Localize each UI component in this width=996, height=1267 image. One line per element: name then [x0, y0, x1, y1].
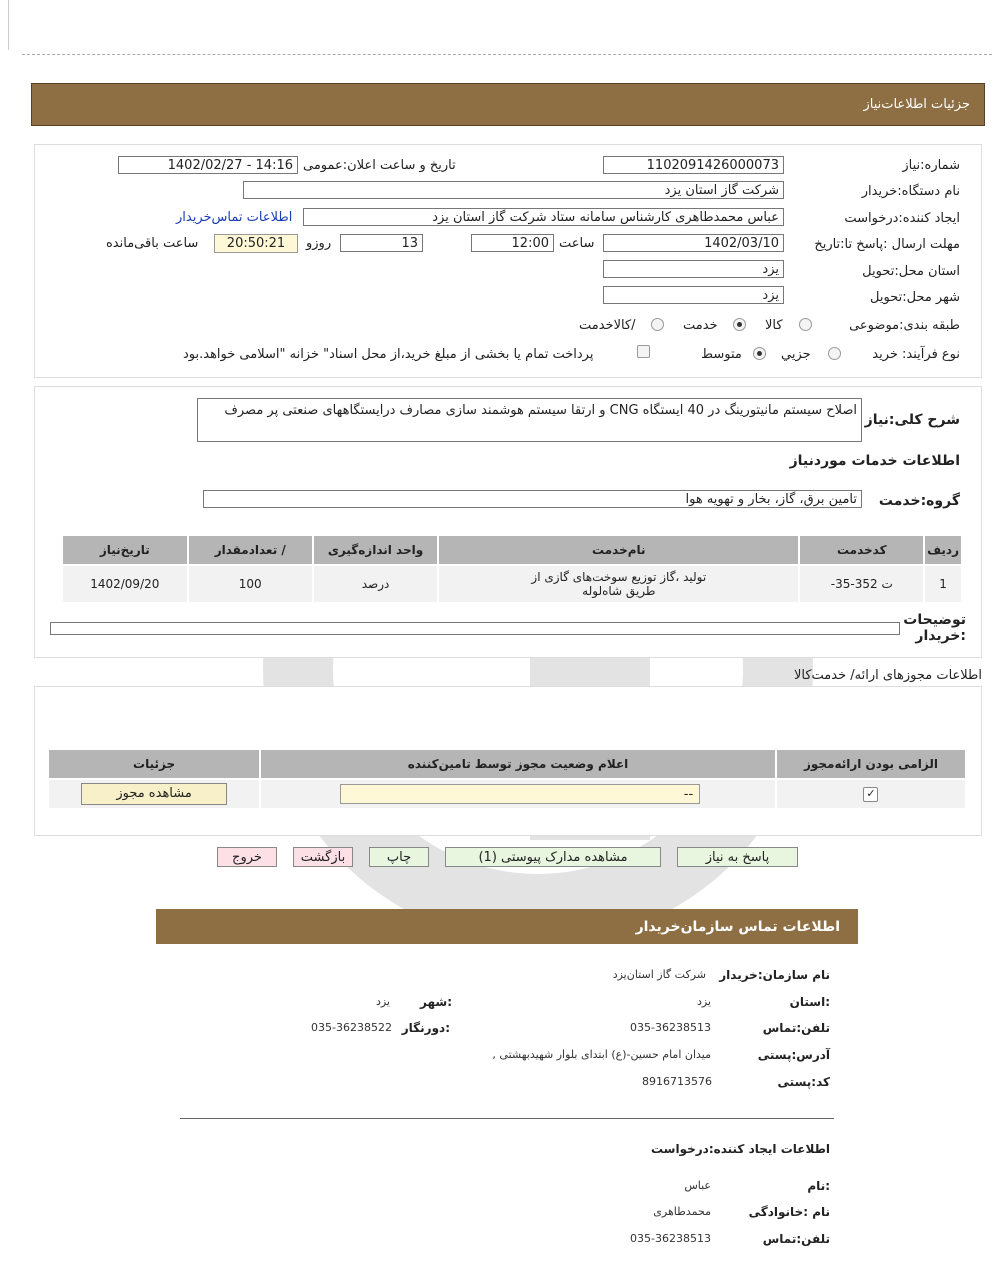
cell-qty: 100 — [188, 565, 313, 603]
summary-label: شرح کلی:نیاز — [864, 412, 960, 428]
page-title: جزئیات اطلاعات‌نیاز — [863, 97, 970, 112]
view-permit-button[interactable]: مشاهده مجوز — [81, 783, 227, 805]
fax-label: :دورنگار — [401, 1021, 450, 1035]
deadline-date-field[interactable]: 1402/03/10 — [603, 234, 784, 252]
service-group-field[interactable]: تامین برق، گاز، بخار و تهویه هوا — [203, 490, 862, 508]
creator-field[interactable]: عباس محمدطاهری کارشناس سامانه ستاد شرکت گاز استان یزد — [303, 208, 784, 226]
permits-header — [48, 749, 966, 779]
page-header — [31, 83, 985, 126]
deadline-label: مهلت ارسال :پاسخ تا:تاریخ — [814, 237, 960, 252]
services-title: اطلاعات خدمات موردنیاز — [789, 453, 960, 469]
radio-goods-service[interactable] — [651, 318, 664, 331]
city-field[interactable]: یزد — [603, 286, 784, 304]
days-label: روزو — [306, 236, 332, 251]
postal-value: 8916713576 — [642, 1075, 712, 1088]
top-divider — [22, 54, 992, 55]
service-group-label: گروه:خدمت — [878, 493, 960, 509]
deadline-time-label: ساعت — [559, 236, 595, 251]
province-field[interactable]: یزد — [603, 260, 784, 278]
col-row: ردیف — [924, 535, 962, 565]
table-row — [62, 565, 962, 603]
remaining-label: ساعت باقی‌مانده — [106, 236, 199, 251]
name-value: عباس — [684, 1179, 711, 1192]
buyer-notes-field[interactable] — [50, 622, 900, 635]
radio-medium-label: متوسط — [701, 347, 742, 362]
cell-name: تولید ،گاز توزیع سوخت‌های گازی از طریق شاه‌لوله — [438, 565, 799, 603]
back-button[interactable]: بازگشت — [293, 847, 353, 867]
province-label-contact: :استان — [789, 995, 830, 1009]
col-qty: / تعدادمقدار — [188, 535, 313, 565]
print-button[interactable]: چاپ — [369, 847, 429, 867]
buyer-org-field[interactable]: شرکت گاز استان یزد — [243, 181, 784, 199]
col-required: الزامی بودن ارائه‌مجوز — [776, 749, 966, 779]
name-label: :نام — [807, 1179, 830, 1193]
org-label: نام سازمان:خریدار — [719, 968, 830, 982]
announce-field[interactable]: 1402/02/27 - 14:16 — [118, 156, 298, 174]
radio-goods-service-label: /کالاخدمت — [579, 318, 636, 333]
attachments-button[interactable]: مشاهده مدارک پیوستی (1) — [445, 847, 661, 867]
city-label-contact: :شهر — [420, 995, 452, 1009]
phone-value: 035-36238513 — [630, 1021, 711, 1034]
need-info-panel — [34, 144, 982, 378]
remaining-time-box: 20:50:21 — [214, 234, 298, 253]
creator-label: ایجاد کننده:درخواست — [844, 211, 960, 226]
need-number-field[interactable]: 1102091426000073 — [603, 156, 784, 174]
family-label: نام :خانوادگی — [748, 1205, 830, 1219]
cell-row: 1 — [924, 565, 962, 603]
page-edge-line — [8, 0, 9, 50]
fax-value: 035-36238522 — [311, 1021, 392, 1034]
radio-medium[interactable] — [753, 347, 766, 360]
cell-required — [776, 779, 966, 809]
table-row — [48, 779, 966, 809]
process-label: نوع فرآیند: خرید — [872, 347, 960, 362]
cell-status — [260, 779, 776, 809]
buyer-org-label: نام دستگاه:خریدار — [861, 184, 960, 199]
radio-service[interactable] — [733, 318, 746, 331]
service-table-header — [62, 535, 962, 565]
col-unit: واحد اندازه‌گیری — [313, 535, 438, 565]
contact-title: اطلاعات تماس سازمان‌خریدار — [635, 919, 840, 935]
payment-checkbox[interactable] — [637, 345, 650, 358]
permits-table — [47, 748, 967, 810]
buyer-notes-label: توضیحات :خریدار — [903, 612, 966, 644]
reply-button[interactable]: پاسخ به نیاز — [677, 847, 798, 867]
category-label: طبقه بندی:موضوعی — [849, 318, 960, 333]
status-field[interactable]: -- — [340, 784, 700, 804]
province-label: استان محل:تحویل — [862, 264, 960, 279]
permits-title: اطلاعات مجوزهای ارائه/ خدمت‌کالا — [793, 668, 982, 683]
summary-text[interactable]: اصلاح سیستم مانیتورینگ در 40 ایستگاه CNG و ارتقا سیستم هوشمند سازی مصارف درایستگاههای صنعتی پر مصرف — [197, 398, 862, 442]
col-status: اعلام وضعیت مجوز توسط تامین‌کننده — [260, 749, 776, 779]
radio-goods-label: کالا — [765, 318, 783, 333]
need-number-label: شماره:نیاز — [902, 158, 960, 173]
col-details: جزئیات — [48, 749, 260, 779]
cell-code: ت 352-35- — [799, 565, 924, 603]
payment-note: پرداخت تمام یا بخشی از مبلغ خرید،از محل اسناد" خزانه "اسلامی خواهد.بود — [183, 347, 594, 362]
contact-header — [156, 909, 858, 944]
cell-unit: درصد — [313, 565, 438, 603]
creator-phone-label: تلفن:تماس — [762, 1232, 830, 1246]
phone-label: تلفن:تماس — [762, 1021, 830, 1035]
contact-divider — [180, 1118, 834, 1119]
creator-title: اطلاعات ایجاد کننده:درخواست — [650, 1142, 830, 1156]
deadline-time-field[interactable]: 12:00 — [471, 234, 554, 252]
cell-date: 1402/09/20 — [62, 565, 188, 603]
days-field[interactable]: 13 — [340, 234, 423, 252]
province-value-contact: یزد — [696, 995, 711, 1008]
creator-phone-value: 035-36238513 — [630, 1232, 711, 1245]
city-value-contact: یزد — [375, 995, 390, 1008]
buyer-contact-link[interactable]: اطلاعات تماس‌خریدار — [176, 210, 293, 225]
cell-details — [48, 779, 260, 809]
exit-button[interactable]: خروج — [217, 847, 277, 867]
announce-label: تاریخ و ساعت اعلان:عمومی — [303, 158, 456, 173]
col-date: تاریخ‌نیاز — [62, 535, 188, 565]
radio-goods[interactable] — [799, 318, 812, 331]
org-value: شرکت گاز استان‌یزد — [612, 968, 706, 981]
radio-partial[interactable] — [828, 347, 841, 360]
service-table — [61, 534, 963, 604]
col-name: نام‌خدمت — [438, 535, 799, 565]
address-value: میدان امام حسین-(ع) ابتدای بلوار شهیدبهشتی , — [492, 1048, 711, 1061]
col-code: کدخدمت — [799, 535, 924, 565]
radio-partial-label: جزیي — [781, 347, 811, 362]
required-checkbox[interactable]: ✓ — [863, 787, 878, 802]
family-value: محمدطاهری — [653, 1205, 711, 1218]
radio-service-label: خدمت — [683, 318, 718, 333]
postal-label: کد:پستی — [777, 1075, 830, 1089]
address-label: آدرس:پستی — [757, 1048, 830, 1062]
city-label: شهر محل:تحویل — [870, 290, 960, 305]
